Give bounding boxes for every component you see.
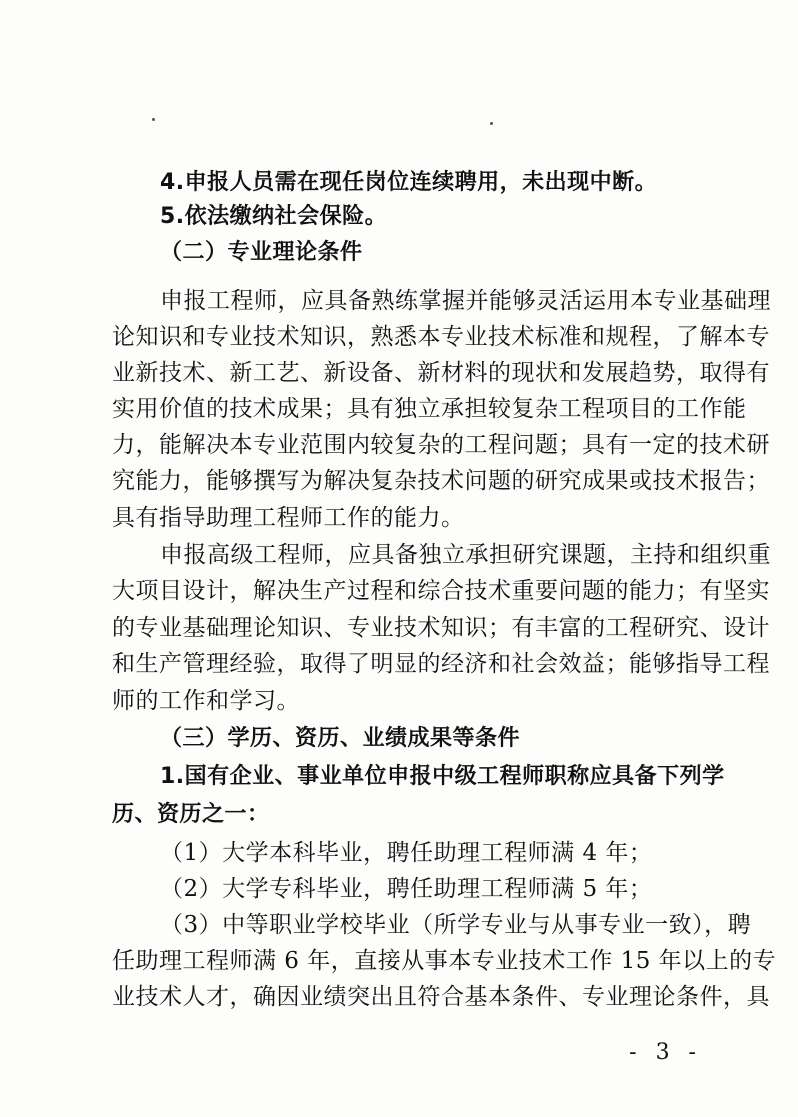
text-line: （3）中等职业学校毕业（所学专业与从事专业一致），聘: [160, 912, 752, 938]
text-line: 和生产管理经验，取得了明显的经济和社会效益；能够指导工程: [112, 651, 770, 677]
text-line: 论知识和专业技术知识，熟悉本专业技术标准和规程，了解本专: [112, 324, 770, 350]
text-line: 5.依法缴纳社会保险。: [160, 204, 388, 229]
text-line: 申报工程师，应具备熟练掌握并能够灵活运用本专业基础理: [160, 288, 771, 314]
page-number: - 3 -: [629, 1040, 702, 1065]
text-line: 业技术人才，确因业绩突出且符合基本条件、专业理论条件，具: [112, 984, 770, 1010]
text-line: 申报高级工程师，应具备独立承担研究课题，主持和组织重: [160, 542, 771, 568]
text-line: 4.申报人员需在现任岗位连续聘用，未出现中断。: [160, 170, 658, 195]
section-heading: （三）学历、资历、业绩成果等条件: [160, 726, 521, 751]
text-line: 历、资历之一：: [112, 802, 270, 827]
text-line: （2）大学专科毕业，聘任助理工程师满 5 年；: [160, 876, 653, 902]
text-line: 师的工作和学习。: [112, 688, 300, 714]
text-line: 实用价值的技术成果；具有独立承担较复杂工程项目的工作能: [112, 396, 747, 422]
scan-speck: [490, 122, 493, 125]
text-line: （1）大学本科毕业，聘任助理工程师满 4 年；: [160, 840, 653, 866]
text-line: 究能力，能够撰写为解决复杂技术问题的研究成果或技术报告；: [112, 468, 770, 494]
text-line: 任助理工程师满 6 年，直接从事本专业技术工作 15 年以上的专: [112, 948, 777, 974]
section-heading: （二）专业理论条件: [160, 240, 363, 265]
text-line: 大项目设计，解决生产过程和综合技术重要问题的能力；有坚实: [112, 578, 770, 604]
text-line: 具有指导助理工程师工作的能力。: [112, 505, 465, 531]
text-line: 1.国有企业、事业单位申报中级工程师职称应具备下列学: [160, 764, 725, 789]
scan-speck: [152, 118, 155, 121]
text-line: 业新技术、新工艺、新设备、新材料的现状和发展趋势，取得有: [112, 360, 770, 386]
text-line: 力，能解决本专业范围内较复杂的工程问题；具有一定的技术研: [112, 432, 770, 458]
text-line: 的专业基础理论知识、专业技术知识；有丰富的工程研究、设计: [112, 615, 770, 641]
